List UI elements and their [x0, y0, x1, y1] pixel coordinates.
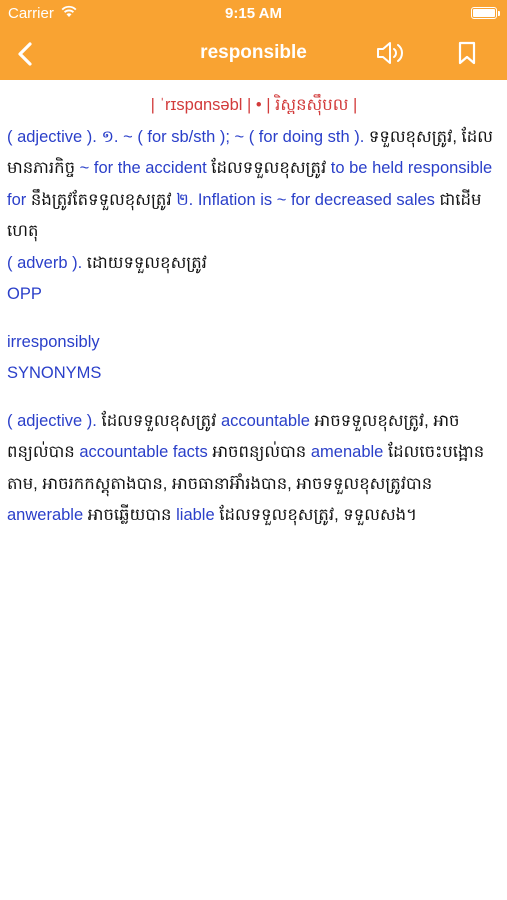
khmer-text: ដែលទទួលខុសត្រូវ [101, 411, 221, 430]
english-term: ( adjective ). [7, 411, 102, 430]
bookmark-button[interactable] [455, 40, 479, 66]
english-term: anwerable [7, 506, 88, 524]
khmer-text: អាចឆ្លើយបាន [87, 506, 177, 524]
pronunciation: | ˈrɪspɑnsəbl | • | រិស្ពនស៊ឹបល | [150, 96, 358, 114]
carrier-label: Carrier [8, 5, 54, 22]
synonyms-paragraph [7, 406, 501, 532]
definition-paragraph-1 [7, 122, 501, 248]
khmer-text: អាចពន្យល់បាន [212, 443, 311, 461]
battery-icon [471, 7, 497, 19]
opposite-word: irresponsibly [7, 332, 100, 351]
top-bar [0, 0, 507, 80]
english-term: accountable [220, 411, 315, 430]
definition-content [7, 90, 501, 532]
english-term: amenable [310, 443, 388, 461]
english-term: liable [176, 506, 220, 524]
english-term: ( adverb ). [7, 253, 87, 272]
status-time: 9:15 AM [225, 5, 282, 22]
english-term: ២. Inflation is ~ for decreased sales [176, 190, 440, 209]
opp-label: OPP [7, 285, 42, 303]
english-term: to be held responsible for [7, 159, 493, 209]
khmer-text: នឹងត្រូវតែទទួលខុសត្រូវ [30, 190, 177, 209]
speaker-icon [378, 43, 402, 63]
english-term: ~ for the accident [79, 159, 212, 177]
english-term: ( adjective ). ១. ~ ( for sb/sth ); ~ ( for doing sth ). [7, 127, 369, 146]
page-title: responsible [200, 42, 307, 63]
speaker-button[interactable] [374, 38, 408, 68]
khmer-text: អាចទទួលខុសត្រូវ, អាចពន្យល់បាន [7, 411, 460, 461]
status-bar [0, 0, 507, 28]
khmer-text: ដោយទទួលខុសត្រូវ [86, 253, 207, 272]
bookmark-icon [460, 43, 474, 63]
khmer-text: ដែលចេះបង្អោនតាម, អាចរកកស្តុតាងបាន, អាចធានាអ៊ាំរងបាន, អាចទទួលខុសត្រូវបាន [7, 443, 485, 493]
english-term: accountable facts [79, 443, 213, 461]
khmer-text: ដែលទទួលខុសត្រូវ [211, 159, 331, 177]
khmer-text: ដែលទទួលខុសត្រូវ, ទទួលសង។ [219, 506, 418, 524]
navigation-bar [0, 28, 507, 80]
khmer-text: ជាដើមហេតុ [7, 190, 482, 240]
synonyms-label: SYNONYMS [7, 364, 102, 382]
khmer-text: ទទួលខុសត្រូវ, ដែលមានភារកិច្ច [7, 127, 493, 177]
adverb-line [7, 248, 501, 280]
